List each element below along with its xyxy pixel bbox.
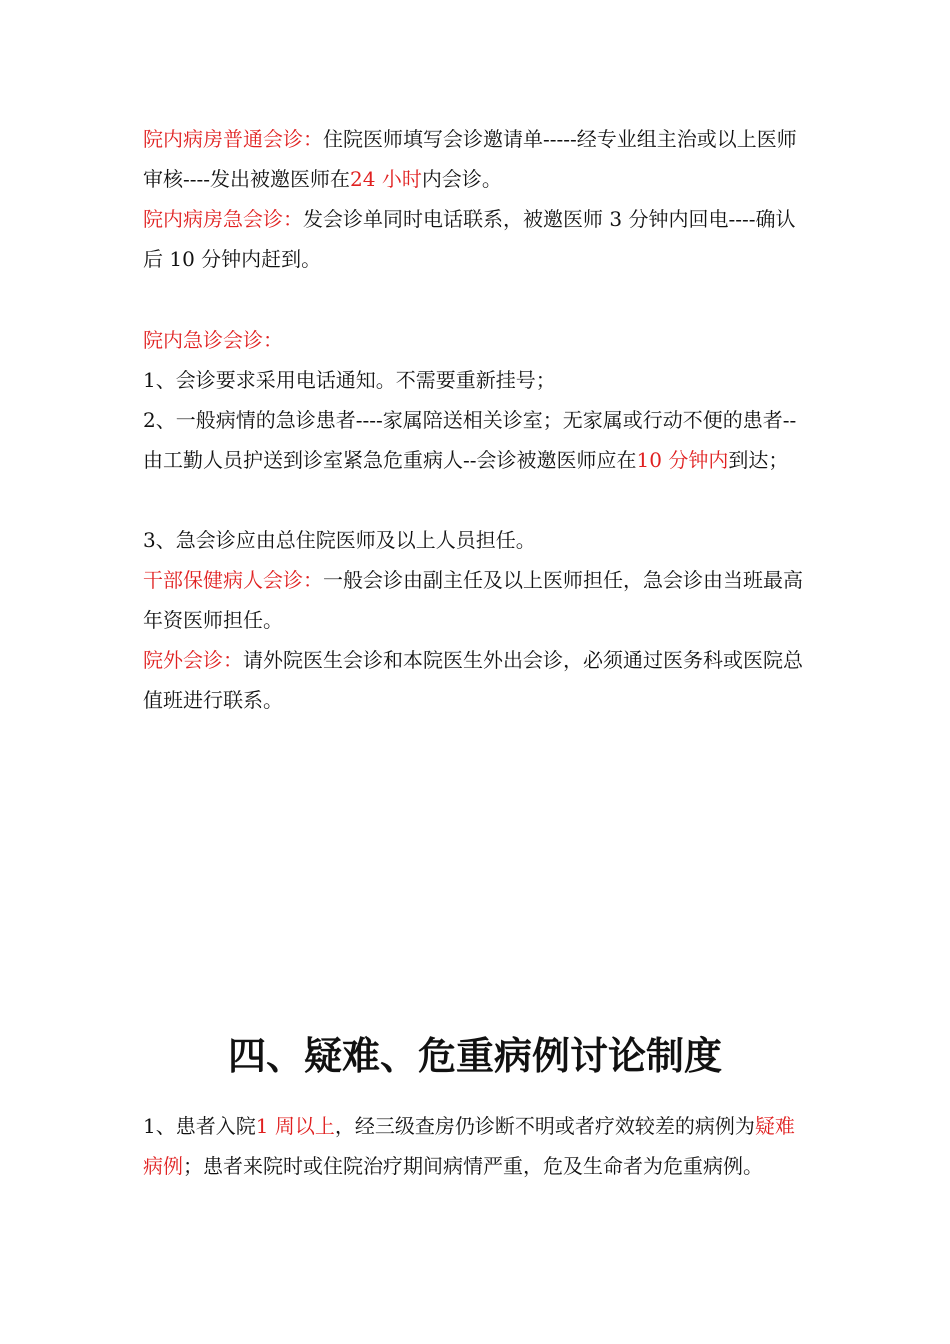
paragraph-ward-urgent-consult bbox=[143, 199, 811, 279]
text-ward-urgent-consult: 发会诊单同时电话联系，被邀医师 3 分钟内回电----确认后 10 分钟内赶到。 bbox=[143, 207, 796, 271]
highlight-1-week: 1 周以上 bbox=[255, 1114, 335, 1138]
list-item-3 bbox=[143, 520, 811, 560]
text-difficult-cases-c: ；患者来院时或住院治疗期间病情严重，危及生命者为危重病例。 bbox=[183, 1154, 763, 1178]
text-external-consult: 请外院医生会诊和本院医生外出会诊，必须通过医务科或医院总值班进行联系。 bbox=[143, 648, 803, 712]
text-difficult-cases-a: 1、患者入院 bbox=[143, 1114, 256, 1138]
paragraph-external-consult bbox=[143, 640, 811, 720]
paragraph-cadre-consult bbox=[143, 560, 811, 640]
paragraph-emergency-consult-label bbox=[143, 320, 811, 360]
section-heading: 四、疑难、危重病例讨论制度 bbox=[227, 1034, 722, 1078]
paragraph-difficult-cases bbox=[143, 1106, 811, 1186]
text-cadre-consult: 一般会诊由副主任及以上医师担任，急会诊由当班最高年资医师担任。 bbox=[143, 568, 803, 632]
highlight-10-minutes: 10 分钟内 bbox=[636, 448, 729, 472]
highlight-difficult-cases: 疑难病例 bbox=[143, 1114, 795, 1178]
label-ward-urgent-consult: 院内病房急会诊： bbox=[143, 207, 303, 231]
list-item-3-text: 3、急会诊应由总住院医师及以上人员担任。 bbox=[143, 528, 536, 552]
list-item-1 bbox=[143, 360, 811, 400]
list-item-2-text-end: 到达； bbox=[728, 448, 789, 472]
text-ward-regular-consult-end: 内会诊。 bbox=[421, 167, 502, 191]
label-ward-regular-consult: 院内病房普通会诊： bbox=[143, 127, 323, 151]
text-ward-regular-consult: 住院医师填写会诊邀请单-----经专业组主治或以上医师审核----发出被邀医师在 bbox=[143, 127, 797, 191]
text-difficult-cases-b: ，经三级查房仍诊断不明或者疗效较差的病例为 bbox=[334, 1114, 755, 1138]
label-cadre-consult: 干部保健病人会诊： bbox=[143, 568, 323, 592]
label-emergency-consult: 院内急诊会诊： bbox=[143, 328, 283, 352]
label-external-consult: 院外会诊： bbox=[143, 648, 243, 672]
list-item-1-text: 1、会诊要求采用电话通知。不需要重新挂号； bbox=[143, 368, 556, 392]
list-item-2 bbox=[143, 400, 811, 480]
paragraph-ward-regular-consult bbox=[143, 119, 811, 199]
list-item-2-text: 2、一般病情的急诊患者----家属陪送相关诊室；无家属或行动不便的患者--由工勤人员护送到诊室紧急危重病人--会诊被邀医师应在 bbox=[143, 408, 797, 472]
highlight-24-hours: 24 小时 bbox=[350, 167, 422, 191]
